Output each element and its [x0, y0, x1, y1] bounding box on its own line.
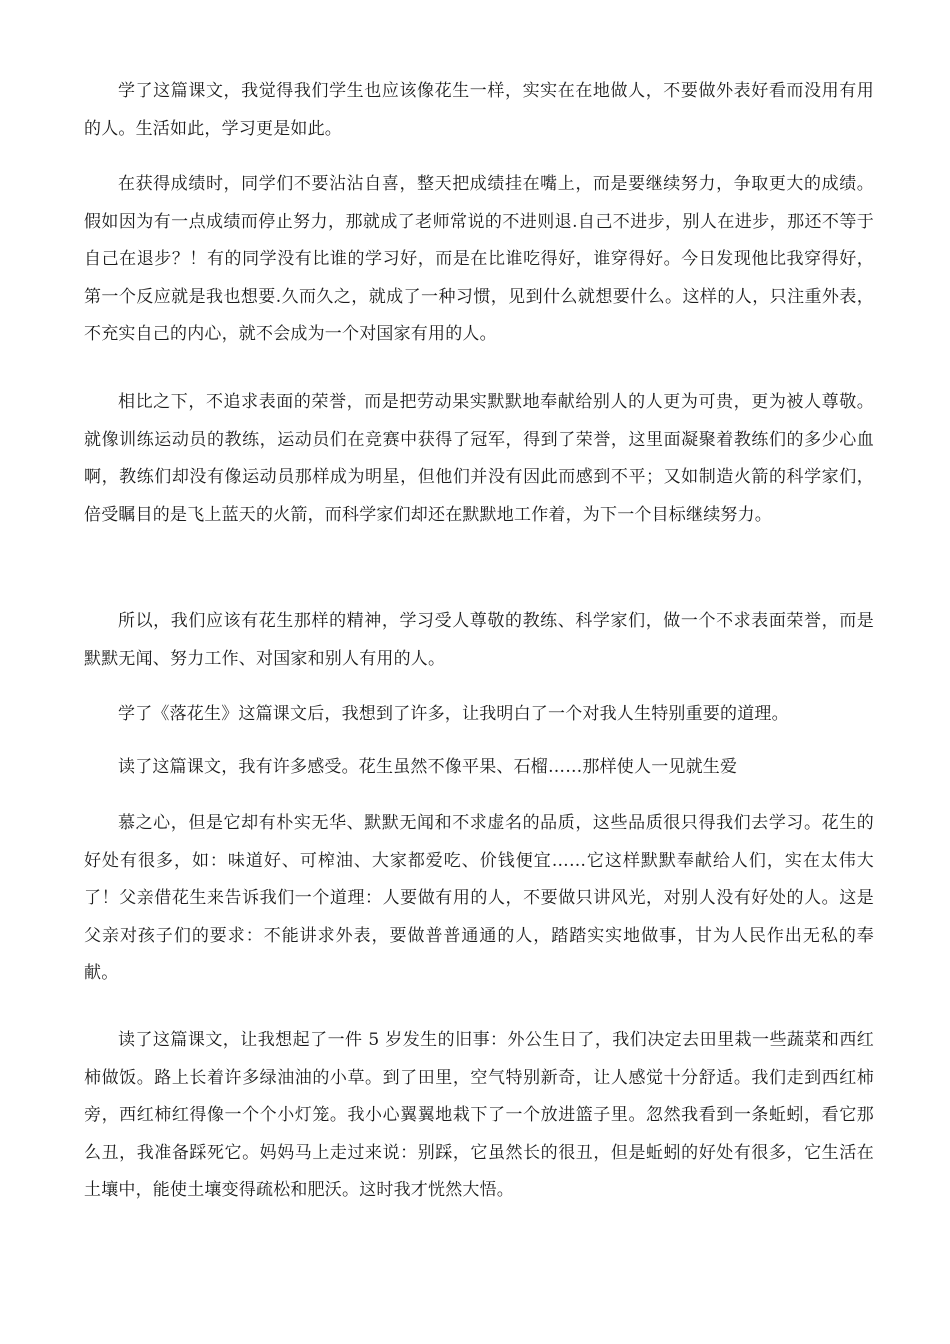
paragraph-4: 所以，我们应该有花生那样的精神，学习受人尊敬的教练、科学家们，做一个不求表面荣誉，而是默默无闻、努力工作、对国家和别人有用的人。 — [84, 611, 874, 669]
paragraph-3: 相比之下，不追求表面的荣誉，而是把劳动果实默默地奉献给别人的人更为可贵，更为被人尊敬。就像训练运动员的教练，运动员们在竞赛中获得了冠军，得到了荣誉，这里面凝聚着教练们的多少心血啊，教练们却没有像运动员那样成为明星，但他们并没有因此而感到不平；又如制造火箭的科学家们，倍受瞩目的是飞上蓝天的火箭，而科学家们却还在默默地工作着，为下一个目标继续努力。 — [84, 392, 874, 525]
paragraph-8: 读了这篇课文，让我想起了一件 5 岁发生的旧事：外公生日了，我们决定去田里栽一些蔬菜和西红柿做饭。路上长着许多绿油油的小草。到了田里，空气特别新奇，让人感觉十分舒适。我们走到西红柿旁，西红柿红得像一个个小灯笼。我小心翼翼地栽下了一个放进篮子里。忽然我看到一条蚯蚓，看它那么丑，我准备踩死它。妈妈马上走过来说：别踩，它虽然长的很丑，但是蚯蚓的好处有很多，它生活在土壤中，能使土壤变得疏松和肥沃。这时我才恍然大悟。 — [84, 1030, 874, 1200]
paragraph-6: 读了这篇课文，我有许多感受。花生虽然不像平果、石榴……那样使人一见就生爱 — [118, 757, 738, 777]
paragraph-2: 在获得成绩时，同学们不要沾沾自喜，整天把成绩挂在嘴上，而是要继续努力，争取更大的成绩。假如因为有一点成绩而停止努力，那就成了老师常说的不进则退.自己不进步，别人在进步，那还不等于自己在退步？！有的同学没有比谁的学习好，而是在比谁吃得好，谁穿得好。今日发现他比我穿得好，第一个反应就是我也想要.久而久之，就成了一种习惯，见到什么就想要什么。这样的人，只注重外表，不充实自己的内心，就不会成为一个对国家有用的人。 — [84, 174, 874, 344]
paragraph-5: 学了《落花生》这篇课文后，我想到了许多，让我明白了一个对我人生特别重要的道理。 — [118, 704, 789, 724]
paragraph-1: 学了这篇课文，我觉得我们学生也应该像花生一样，实实在在地做人，不要做外表好看而没用有用的人。生活如此，学习更是如此。 — [84, 81, 874, 139]
paragraph-7: 慕之心，但是它却有朴实无华、默默无闻和不求虚名的品质，这些品质很只得我们去学习。花生的好处有很多，如：味道好、可榨油、大家都爱吃、价钱便宜……它这样默默奉献给人们，实在太伟大了！父亲借花生来告诉我们一个道理：人要做有用的人，不要做只讲风光，对别人没有好处的人。这是父亲对孩子们的要求：不能讲求外表，要做普普通通的人，踏踏实实地做事，甘为人民作出无私的奉献。 — [84, 813, 874, 983]
